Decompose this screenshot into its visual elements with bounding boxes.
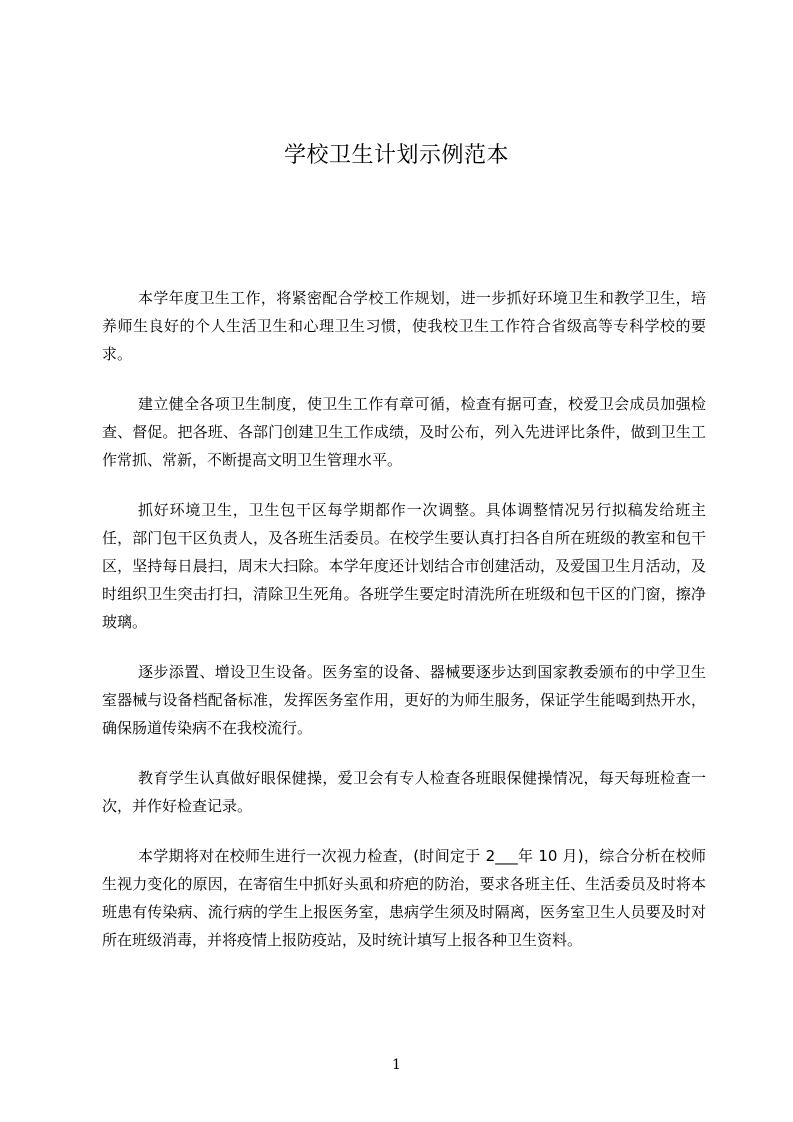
paragraph-6: 本学期将对在校师生进行一次视力检查，(时间定于 2___年 10 月)，综合分析在校师生视力变化的原因，在寄宿生中抓好头虱和疥疤的防治，要求各班主任、生活委员及时将本班患有传染病、流行病的学生上报医务室，患病学生须及时隔离，医务室卫生人员要及时对所在班级消毒，并将疫情上报防疫站，及时统计填写上报各种卫生资料。 [102, 847, 706, 949]
document-title: 学校卫生计划示例范本 [283, 143, 509, 168]
paragraph-3: 抓好环境卫生，卫生包干区每学期都作一次调整。具体调整情况另行拟稿发给班主任，部门包干区负责人，及各班生活委员。在校学生要认真打扫各自所在班级的教室和包干区，坚持每日晨扫，周末大扫除。本学年度还计划结合市创建活动，及爱国卫生月活动，及时组织卫生突击打扫，清除卫生死角。各班学生要定时清洗所在班级和包干区的门窗，擦净玻璃。 [102, 501, 706, 631]
paragraph-1: 本学年度卫生工作，将紧密配合学校工作规划，进一步抓好环境卫生和教学卫生，培养师生良好的个人生活卫生和心理卫生习惯，使我校卫生工作符合省级高等专科学校的要求。 [102, 289, 706, 363]
paragraph-2: 建立健全各项卫生制度，使卫生工作有章可循，检查有据可查，校爱卫会成员加强检查、督促。把各班、各部门创建卫生工作成绩，及时公布，列入先进评比条件，做到卫生工作常抓、常新，不断提高文明卫生管理水平。 [102, 395, 706, 469]
paragraph-4: 逐步添置、增设卫生设备。医务室的设备、器械要逐步达到国家教委颁布的中学卫生室器械与设备档配备标准，发挥医务室作用，更好的为师生服务，保证学生能喝到热开水，确保肠道传染病不在我校流行。 [102, 663, 706, 737]
paragraph-5: 教育学生认真做好眼保健操，爱卫会有专人检查各班眼保健操情况，每天每班检查一次，并作好检查记录。 [102, 769, 706, 815]
document-body [102, 284, 706, 976]
page-number: 1 [392, 1057, 401, 1073]
